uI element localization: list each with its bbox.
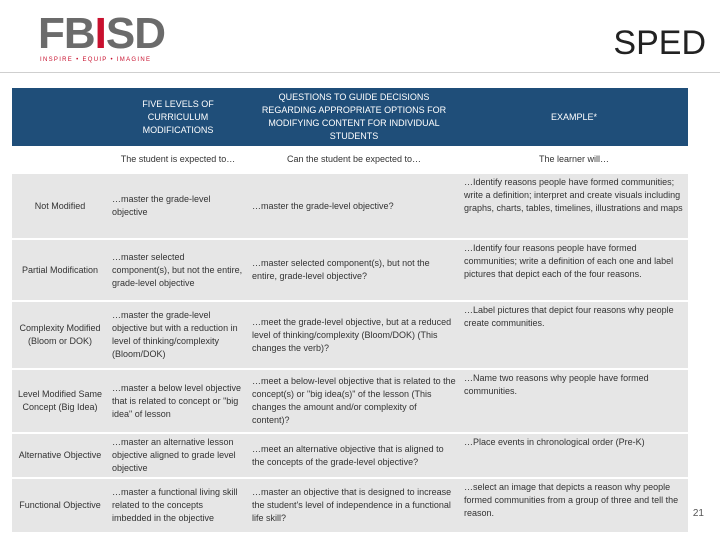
- row-expected: …master the grade-level objective: [108, 173, 248, 239]
- row-example: …Place events in chronological order (Pre-K): [460, 433, 688, 478]
- row-level: Level Modified Same Concept (Big Idea): [12, 369, 108, 433]
- row-level: Partial Modification: [12, 239, 108, 301]
- row-question: …meet a below-level objective that is related to the concept(s) or "big idea(s)" of the lesson (This changes the amount and/or complexity of content)?: [248, 369, 460, 433]
- modifications-table: [12, 88, 688, 532]
- table-header-row: [12, 88, 688, 146]
- row-question: …meet an alternative objective that is aligned to the concepts of the grade-level objective?: [248, 433, 460, 478]
- row-example: …Identify four reasons people have formed communities; write a definition of each one and label pictures that depict each of the four reasons.: [460, 239, 688, 301]
- table-row: [12, 369, 688, 433]
- row-level: Functional Objective: [12, 478, 108, 532]
- subheader-question: Can the student be expected to…: [248, 146, 460, 173]
- table-row: [12, 173, 688, 239]
- table-subheader-row: [12, 146, 688, 173]
- page-number: 21: [692, 508, 704, 519]
- row-expected: …master a below level objective that is related to concept or "big idea" of lesson: [108, 369, 248, 433]
- row-level: Not Modified: [12, 173, 108, 239]
- row-question: …master an objective that is designed to increase the student's level of independence in a functional life skill?: [248, 478, 460, 532]
- row-expected: …master selected component(s), but not the entire, grade-level objective: [108, 239, 248, 301]
- row-question: …master selected component(s), but not the entire, grade-level objective?: [248, 239, 460, 301]
- row-level: Alternative Objective: [12, 433, 108, 478]
- row-expected: …master an alternative lesson objective aligned to grade level objective: [108, 433, 248, 478]
- row-example: …select an image that depicts a reason why people formed communities from a group of three and tell the reason.: [460, 478, 688, 532]
- slide-title: SPED: [613, 24, 706, 62]
- logo-wordmark: [38, 9, 166, 58]
- header-blank: [12, 88, 108, 146]
- row-example: …Name two reasons why people have formed communities.: [460, 369, 688, 433]
- header-levels: FIVE LEVELS OF CURRICULUM MODIFICATIONS: [108, 88, 248, 146]
- row-example: …Identify reasons people have formed communities; write a definition; interpret and create visuals including graphs, charts, tables, timelines, illustrations and maps: [460, 173, 688, 239]
- row-question: …meet the grade-level objective, but at a reduced level of thinking/complexity (Bloom/DOK) (This changes the verb)?: [248, 301, 460, 369]
- row-example: …Label pictures that depict four reasons why people create communities.: [460, 301, 688, 369]
- row-expected: …master the grade-level objective but with a reduction in level of thinking/complexity (Bloom/DOK): [108, 301, 248, 369]
- table-row: [12, 433, 688, 478]
- header-example: EXAMPLE*: [460, 88, 688, 146]
- header-divider: [0, 72, 720, 73]
- logo-i: I: [94, 9, 106, 58]
- logo-fb: FB: [38, 9, 95, 58]
- fbisd-logo: [38, 9, 173, 67]
- subheader-expected: The student is expected to…: [108, 146, 248, 173]
- header-questions: QUESTIONS TO GUIDE DECISIONS REGARDING APPROPRIATE OPTIONS FOR MODIFYING CONTENT FOR INDIVIDUAL STUDENTS: [248, 88, 460, 146]
- row-expected: …master a functional living skill related to the concepts imbedded in the objective: [108, 478, 248, 532]
- table-row: [12, 478, 688, 532]
- table-row: [12, 301, 688, 369]
- logo-sd: SD: [105, 9, 166, 58]
- row-level: Complexity Modified (Bloom or DOK): [12, 301, 108, 369]
- logo-tagline: INSPIRE • EQUIP • IMAGINE: [40, 57, 152, 63]
- table-row: [12, 239, 688, 301]
- subheader-blank: [12, 146, 108, 173]
- subheader-learner: The learner will…: [460, 146, 688, 173]
- row-question: …master the grade-level objective?: [248, 173, 460, 239]
